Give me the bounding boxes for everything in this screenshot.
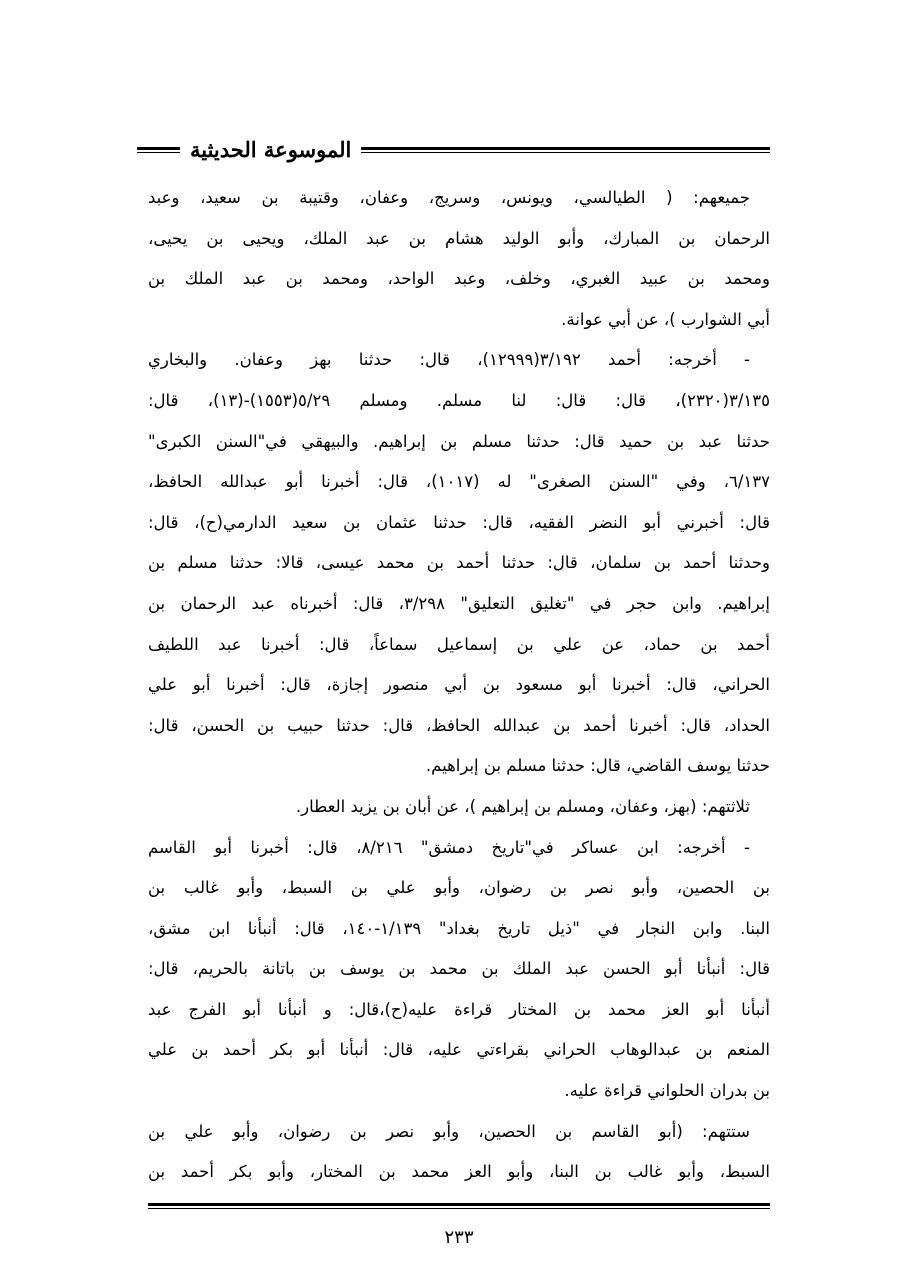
- text-line: جميعهم: ( الطيالسي، ويونس، وسريج، وعفان، وقتيبة بن سعيد، وعبد: [148, 188, 750, 207]
- text-line: وحدثنا أحمد بن سلمان، قال: حدثنا أحمد بن محمد عيسى، قالا: حدثنا مسلم بن: [148, 553, 770, 573]
- header-rule-left: [137, 147, 180, 153]
- text-line: ومحمد بن عبيد الغبري، وخلف، وعبد الواحد، ومحمد بن عبد الملك بن: [148, 269, 770, 289]
- text-line: - أخرجه: أحمد ٣/١٩٢(١٢٩٩٩)، قال: حدثنا بهز وعفان. والبخاري: [148, 350, 750, 370]
- text-line: قال: أنبأنا أبو الحسن عبد الملك بن محمد بن يوسف بن باتانة بالحريم، قال:: [148, 959, 770, 979]
- page-body: [148, 178, 770, 1193]
- text-line: المنعم بن عبدالوهاب الحراني بقراءتي عليه، قال: أنبأنا أبو بكر أحمد بن علي: [148, 1040, 770, 1060]
- text-line: الحداد، قال: أخبرنا أحمد بن عبدالله الحافظ، قال: حدثنا حبيب بن الحسن، قال:: [148, 715, 770, 735]
- text-line: قال: أخبرني أبو النضر الفقيه، قال: حدثنا عثمان بن سعيد الدارمي(ح)، قال:: [148, 512, 770, 532]
- text-line: أبي الشوارب )، عن أبي عوانة.: [561, 309, 770, 329]
- text-line: حدثنا يوسف القاضي، قال: حدثنا مسلم بن إبراهيم.: [425, 756, 770, 776]
- page-number: ٢٣٣: [444, 1226, 474, 1248]
- text-line: ستتهم: (أبو القاسم بن الحصين، وأبو نصر بن رضوان، وأبو علي بن: [148, 1121, 750, 1141]
- text-line: ٦/١٣٧، وفي "السنن الصغرى" له (١٠١٧)، قال: أخبرنا أبو عبدالله الحافظ،: [148, 472, 770, 492]
- text-line: السبط، وأبو غالب بن البنا، وأبو العز محمد بن المختار، وأبو بكر أحمد بن: [148, 1162, 770, 1182]
- text-line: ٣/١٣٥(٢٣٢٠)، قال: قال: لنا مسلم. ومسلم ٥/٢٩(١٥٥٣)-(١٣)، قال:: [148, 390, 770, 410]
- text-line: إبراهيم. وابن حجر في "تغليق التعليق" ٣/٢٩٨، قال: أخبرناه عبد الرحمان بن: [148, 593, 770, 613]
- text-line: البنا. وابن النجار في "ذيل تاريخ بغداد" ١/١٣٩-١٤٠، قال: أنبأنا ابن مشق،: [148, 918, 770, 938]
- running-header: [137, 130, 770, 170]
- text-line: أنبأنا أبو العز محمد بن المختار قراءة عليه(ح)،قال: و أنبأنا أبو الفرج عبد: [148, 999, 770, 1019]
- text-line: ثلاثتهم: (بهز، وعفان، ومسلم بن إبراهيم )، عن أبان بن يزيد العطار.: [295, 796, 750, 816]
- text-line: الحراني، قال: أخبرنا أبو مسعود بن أبي منصور إجازة، قال: أخبرنا أبو علي: [148, 675, 770, 695]
- text-line: بن الحصين، وأبو نصر بن رضوان، وأبو علي بن السبط، وأبو غالب بن: [148, 878, 770, 898]
- text-line: بن بدران الحلواني قراءة عليه.: [564, 1081, 770, 1101]
- running-header-title: الموسوعة الحديثية: [180, 130, 361, 170]
- text-line: - أخرجه: ابن عساكر في"تاريخ دمشق" ٨/٢١٦، قال: أخبرنا أبو القاسم: [148, 837, 750, 857]
- footer-rule: [148, 1203, 770, 1209]
- text-line: الرحمان بن المبارك، وأبو الوليد هشام بن عبد الملك، ويحيى بن يحيى،: [148, 228, 770, 248]
- text-line: أحمد بن حماد، عن علي بن إسماعيل سماعاً، قال: أخبرنا عبد اللطيف: [148, 634, 770, 654]
- page-main: [148, 178, 770, 1253]
- header-rule-right: [361, 147, 770, 153]
- text-line: حدثنا عبد بن حميد قال: حدثنا مسلم بن إبراهيم. والبيهقي في"السنن الكبرى": [148, 431, 770, 451]
